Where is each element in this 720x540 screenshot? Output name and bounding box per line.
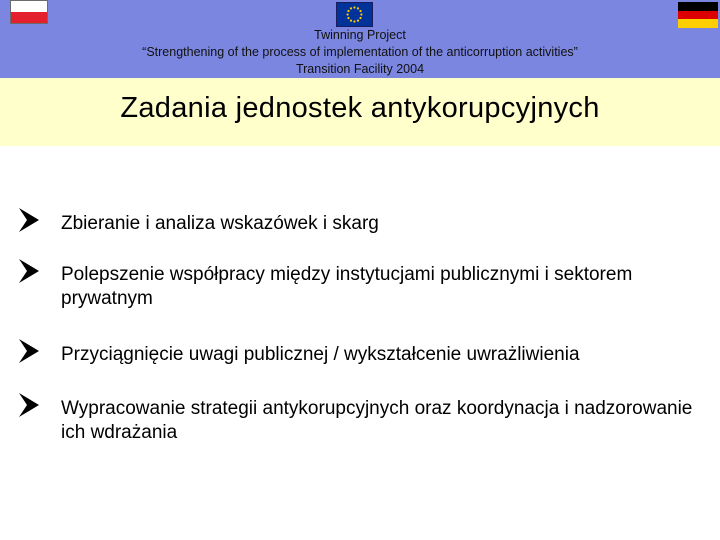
arrowhead-bullet-icon bbox=[18, 258, 40, 284]
slide-title: Zadania jednostek antykorupcyjnych bbox=[120, 92, 600, 124]
bullet-text: Zbieranie i analiza wskazówek i skarg bbox=[61, 213, 379, 234]
project-header-text bbox=[0, 27, 720, 78]
bullet-text: Polepszenie współpracy między instytucjami publicznymi i sektorem prywatnym bbox=[61, 264, 633, 309]
germany-flag-icon bbox=[678, 2, 718, 28]
bullet-text: Przyciągnięcie uwagi publicznej / wykształcenie uwrażliwienia bbox=[61, 344, 580, 365]
arrowhead-bullet-icon bbox=[18, 207, 40, 233]
bullet-text: Wypracowanie strategii antykorupcyjnych oraz koordynacja i nadzorowanie ich wdrażania bbox=[61, 398, 693, 443]
arrowhead-bullet-icon bbox=[18, 338, 40, 364]
eu-flag-icon bbox=[336, 2, 373, 27]
project-facility: Transition Facility 2004 bbox=[295, 62, 425, 76]
project-name: Twinning Project bbox=[314, 28, 406, 42]
poland-flag-icon bbox=[10, 0, 48, 24]
project-subtitle: “Strengthening of the process of implementation of the anticorruption activities” bbox=[142, 45, 578, 59]
header-bar bbox=[0, 0, 720, 78]
arrowhead-bullet-icon bbox=[18, 392, 40, 418]
